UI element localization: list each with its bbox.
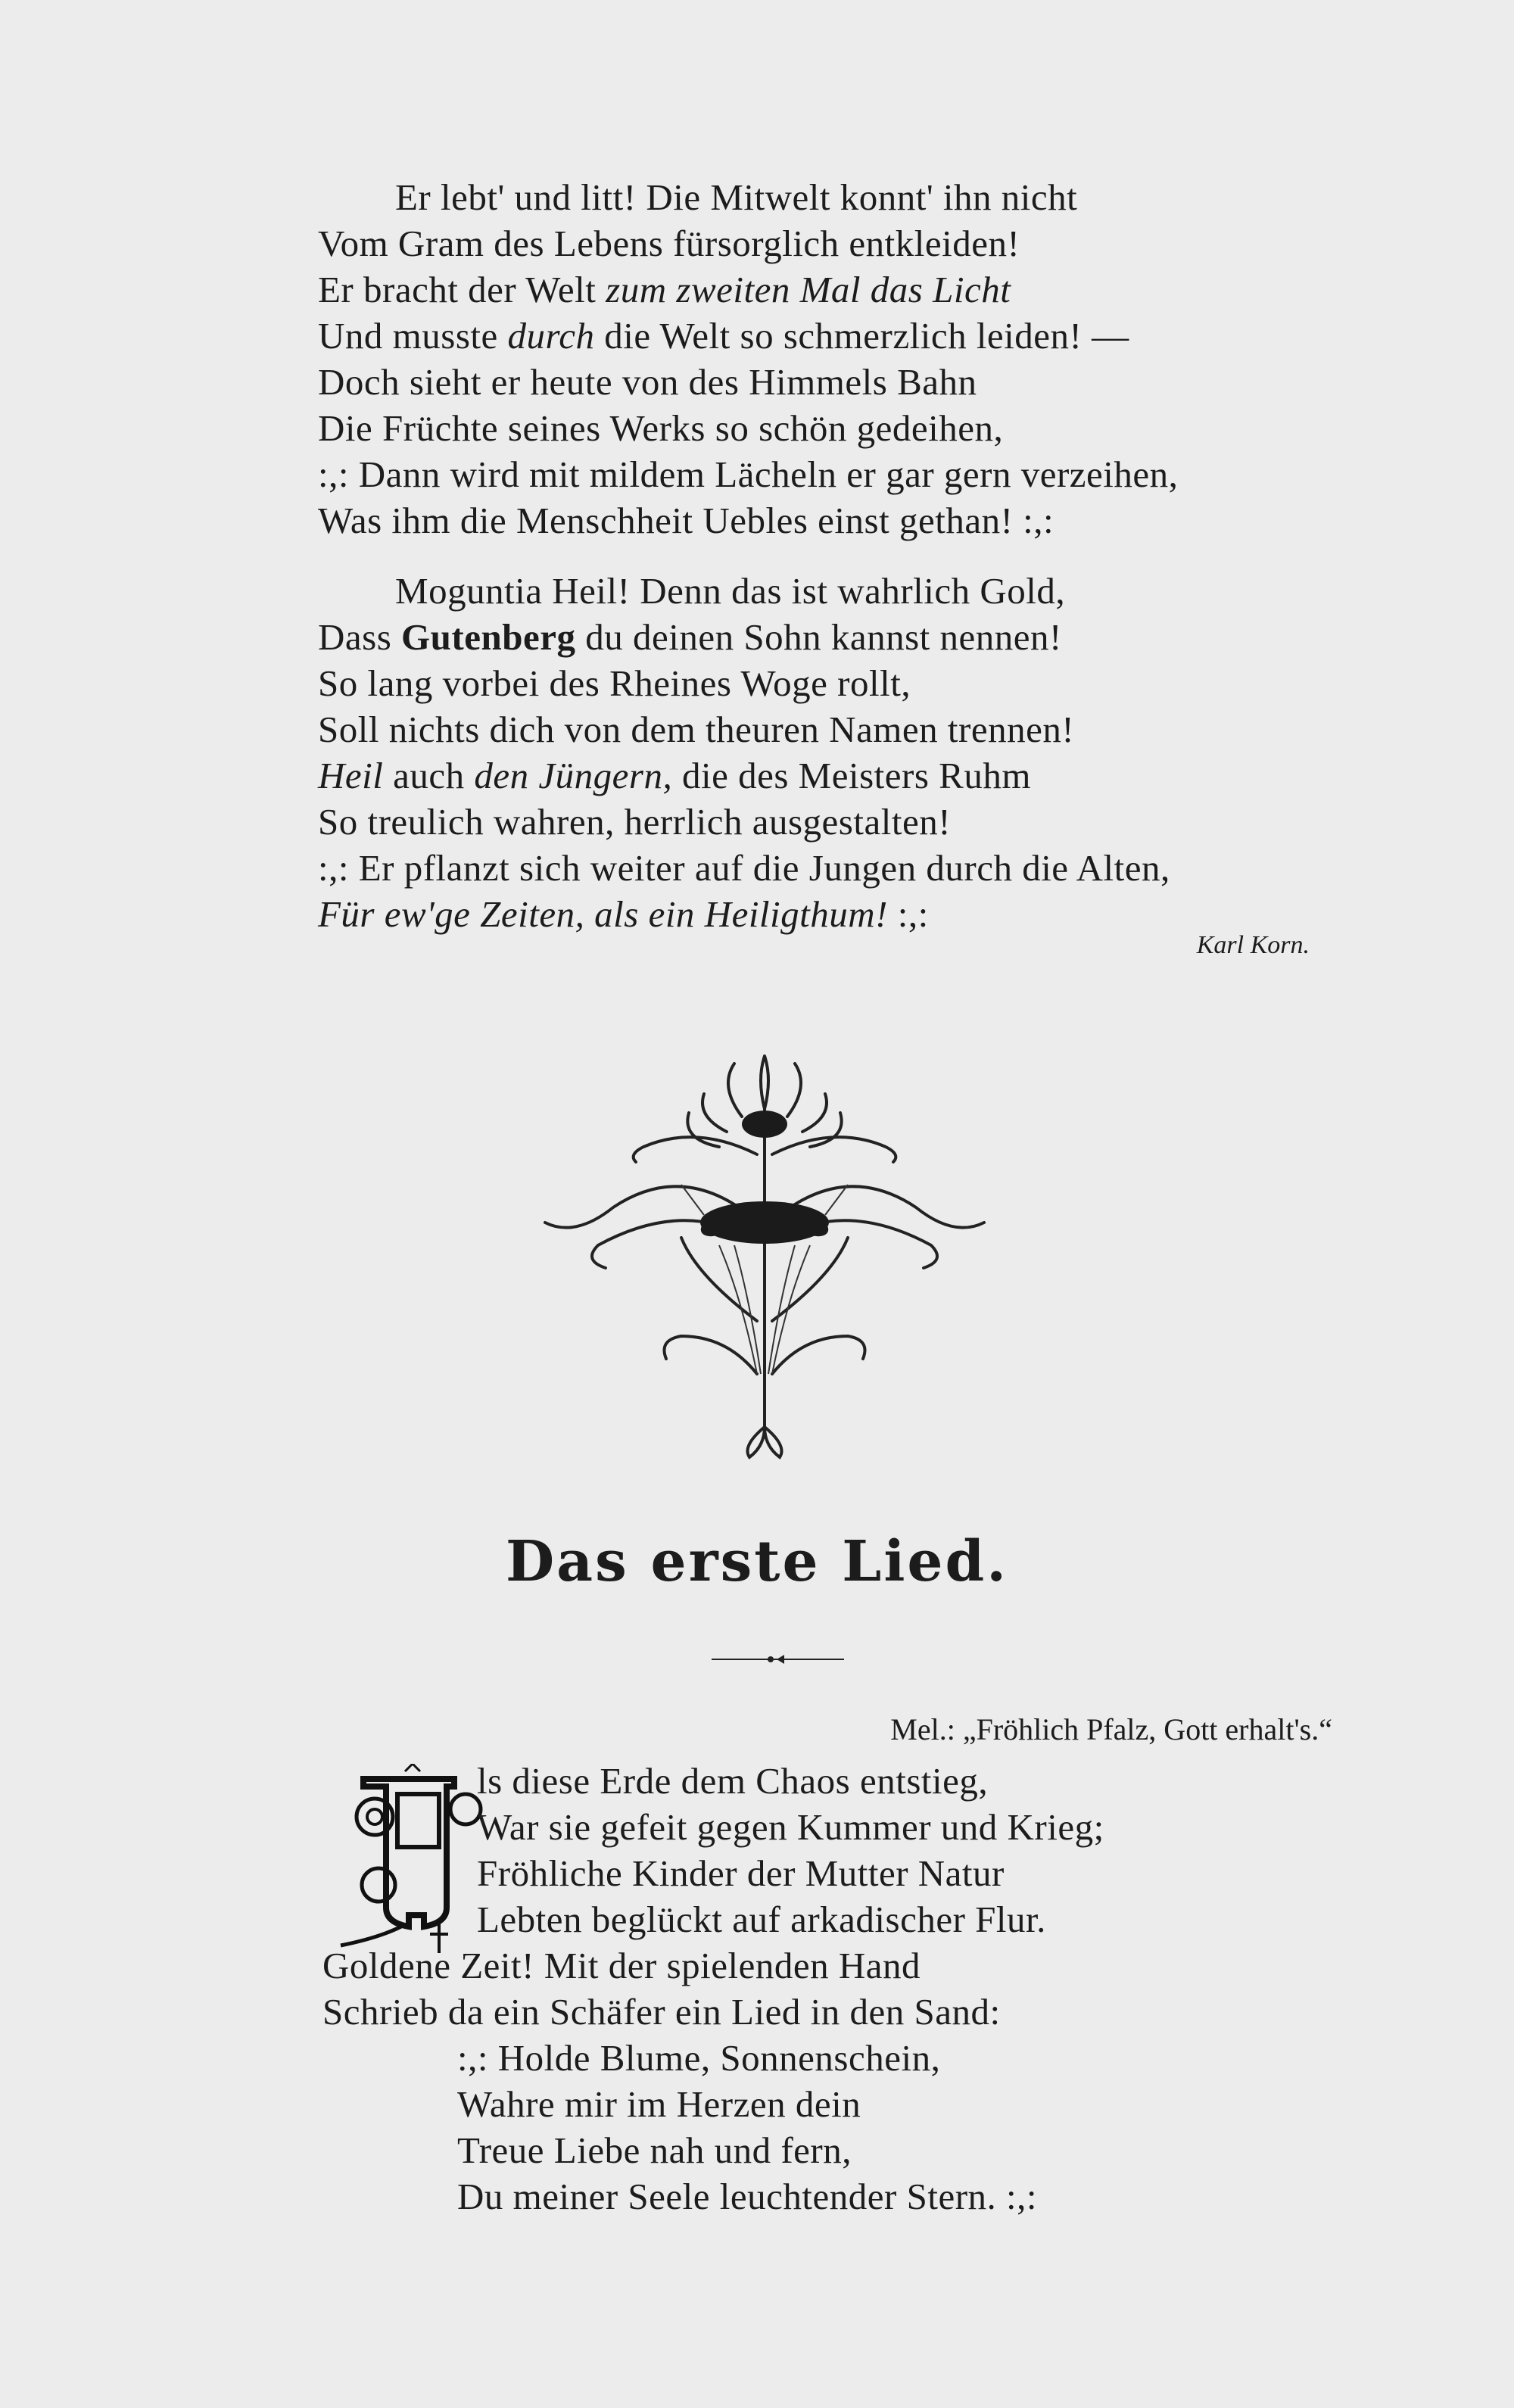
name-gutenberg: Gutenberg [401, 616, 576, 658]
decorative-initial-a-icon [333, 1764, 484, 1961]
poem-line: Was ihm die Menschheit Uebles einst gethan! :,: [318, 500, 1055, 541]
poem-line: Vom Gram des Lebens fürsorglich entkleiden! [318, 223, 1020, 264]
poem-line: :,: Er pflanzt sich weiter auf die Jungen durch die Alten, [318, 847, 1170, 889]
song-line: Schrieb da ein Schäfer ein Lied in den Sand: [322, 1991, 1001, 2033]
emphasis-text: zum zweiten Mal das Licht [606, 269, 1011, 310]
song-line: Treue Liebe nah und fern, [457, 2129, 852, 2171]
poem-line: Und musste durch die Welt so schmerzlich leiden! — [318, 315, 1129, 357]
song-verse [322, 1942, 1382, 2035]
poem-stanza-1 [318, 174, 1332, 544]
poem-stanza-2 [318, 568, 1332, 937]
song-line: Du meiner Seele leuchtender Stern. :,: [457, 2176, 1037, 2217]
song-line: Wahre mir im Herzen dein [457, 2083, 861, 2125]
poem-author: Karl Korn. [1196, 931, 1310, 959]
poem-line: Heil auch den Jüngern, die des Meisters Ruhm [318, 755, 1031, 796]
poem-line: :,: Dann wird mit mildem Lächeln er gar gern verzeihen, [318, 453, 1179, 495]
divider-rule [712, 1650, 844, 1668]
song-line: Lebten beglückt auf arkadischer Flur. [477, 1899, 1046, 1940]
poem-line: Er lebt' und litt! Die Mitwelt konnt' ihn nicht [395, 176, 1078, 218]
poem-line: Er bracht der Welt zum zweiten Mal das Licht [318, 269, 1011, 310]
poem-line: So lang vorbei des Rheines Woge rollt, [318, 662, 911, 704]
song-line: War sie gefeit gegen Kummer und Krieg; [477, 1806, 1104, 1848]
song-title: Das erste Lied. [505, 1529, 1009, 1594]
poem-line: Doch sieht er heute von des Himmels Bahn [318, 361, 977, 403]
song-line: Fröhliche Kinder der Mutter Natur [477, 1852, 1005, 1894]
song-line: :,: Holde Blume, Sonnenschein, [457, 2037, 941, 2079]
song-verse-dropcap-lines [477, 1758, 1514, 1942]
emphasis-text: durch [507, 315, 595, 357]
poem-line: Soll nichts dich von dem theuren Namen trennen! [318, 709, 1075, 750]
poem-line: Die Früchte seines Werks so schön gedeihen, [318, 407, 1004, 449]
poem-line: So treulich wahren, herrlich ausgestalten! [318, 801, 952, 843]
song-line: Goldene Zeit! Mit der spielenden Hand [322, 1945, 921, 1986]
song-line: ls diese Erde dem Chaos entstieg, [477, 1760, 989, 1802]
floral-ornament-icon [530, 1033, 999, 1465]
melody-note: Mel.: „Fröhlich Pfalz, Gott erhalt's.“ [890, 1712, 1332, 1746]
song-refrain [457, 2035, 1514, 2220]
poem-line: Dass Gutenberg du deinen Sohn kannst nennen! [318, 616, 1062, 658]
poem-line: Für ew'ge Zeiten, als ein Heiligthum! :,: [318, 893, 929, 935]
poem-line: Moguntia Heil! Denn das ist wahrlich Gold, [395, 570, 1066, 612]
